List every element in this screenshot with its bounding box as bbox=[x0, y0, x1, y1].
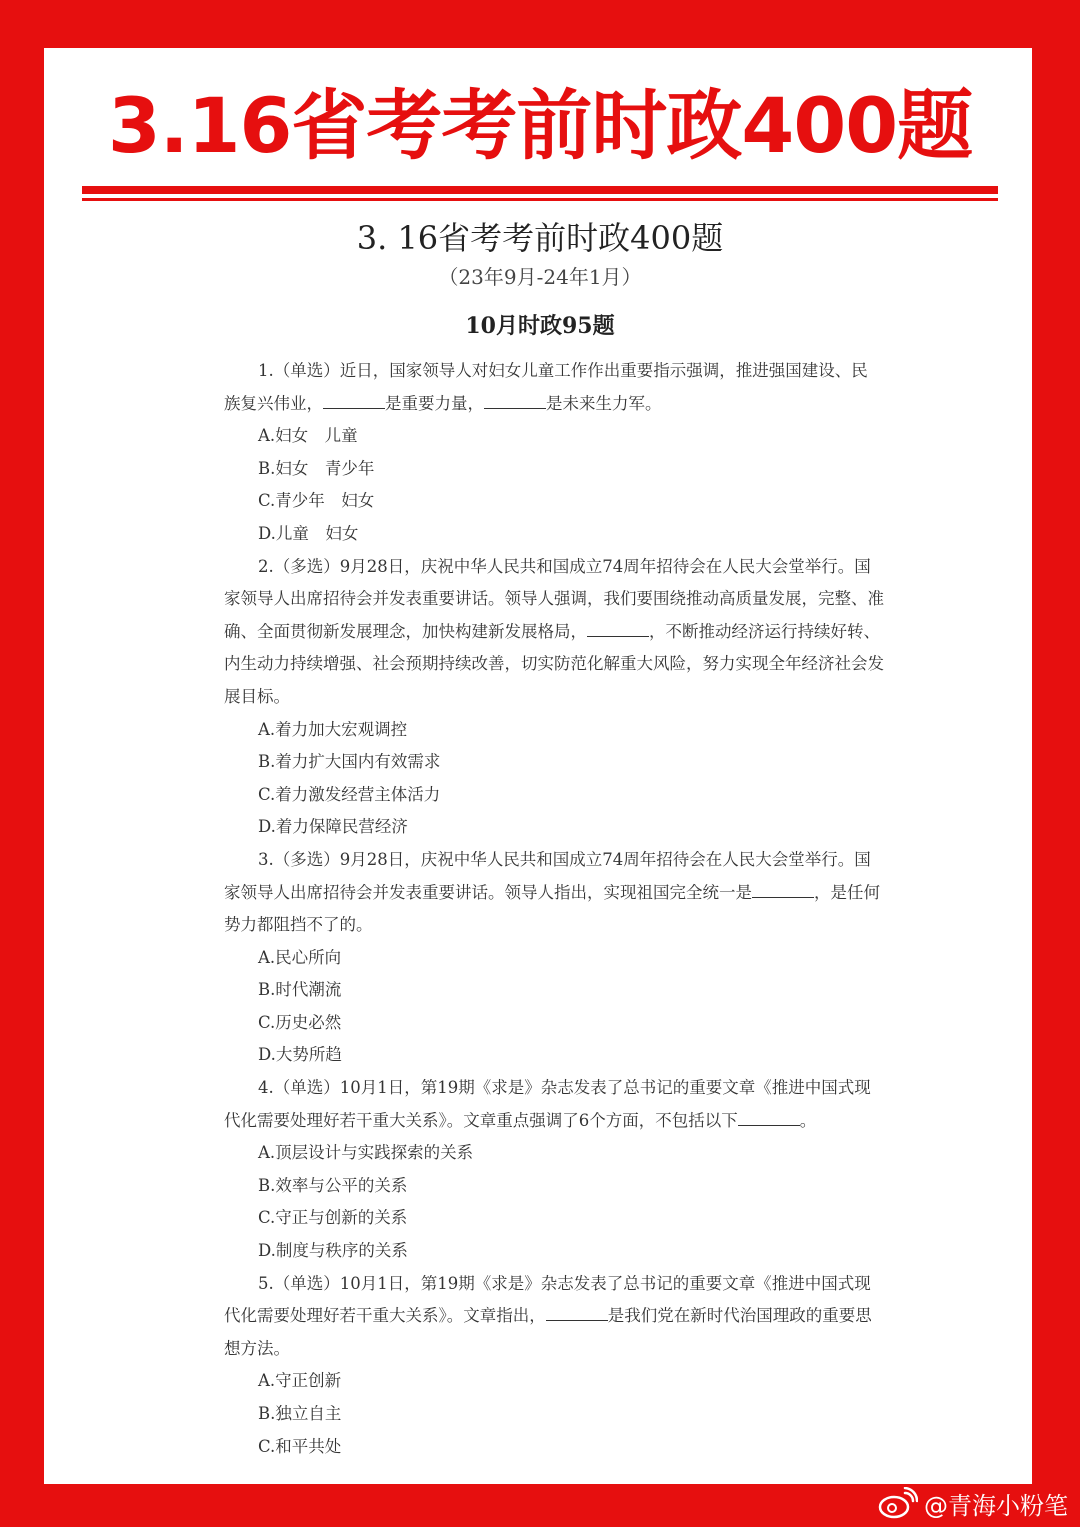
option-d: D.制度与秩序的关系 bbox=[258, 1241, 408, 1261]
document-subtitle: （23年9月-24年1月） bbox=[438, 265, 642, 289]
question-list bbox=[224, 355, 884, 1463]
question-4 bbox=[224, 1072, 884, 1268]
question-1 bbox=[224, 355, 884, 551]
option-b: B.时代潮流 bbox=[258, 980, 342, 1000]
option-a: A.顶层设计与实践探索的关系 bbox=[258, 1143, 474, 1163]
option-c: C.着力激发经营主体活力 bbox=[258, 784, 441, 804]
answer-blank bbox=[323, 390, 385, 409]
answer-blank bbox=[587, 618, 649, 637]
question-5 bbox=[224, 1268, 884, 1464]
option-a: A.守正创新 bbox=[258, 1371, 342, 1391]
question-stem: 5.（单选）10月1日，第19期《求是》杂志发表了总书记的重要文章《推进中国式现代化需要处理好若干重大关系》。文章指出， 是我们党在新时代治国理政的重要思想方法。 bbox=[224, 1273, 872, 1358]
option-b: B.着力扩大国内有效需求 bbox=[258, 752, 441, 772]
option-c: C.和平共处 bbox=[258, 1436, 342, 1456]
document-title: 3. 16省考考前时政400题 bbox=[356, 219, 724, 257]
option-a: A.着力加大宏观调控 bbox=[258, 719, 408, 739]
question-stem: 1.（单选）近日，国家领导人对妇女儿童工作作出重要指示强调，推进强国建设、民族复兴伟业， 是重要力量， 是未来生力军。 bbox=[224, 361, 868, 413]
option-d: D.着力保障民营经济 bbox=[258, 817, 408, 837]
watermark bbox=[878, 1485, 1068, 1521]
option-b: B.效率与公平的关系 bbox=[258, 1175, 408, 1195]
answer-blank bbox=[752, 879, 814, 898]
question-3 bbox=[224, 844, 884, 1072]
watermark-text: @青海小粉笔 bbox=[924, 1491, 1068, 1520]
section-heading: 10月时政95题 bbox=[465, 313, 615, 339]
banner-title: 3.16省考考前时政400题 bbox=[107, 81, 973, 170]
answer-blank bbox=[546, 1302, 608, 1321]
answer-blank bbox=[484, 390, 546, 409]
option-b: B.独立自主 bbox=[258, 1404, 342, 1423]
divider-thin bbox=[82, 198, 998, 201]
option-b: B.妇女 青少年 bbox=[258, 458, 375, 478]
question-2 bbox=[224, 551, 884, 844]
option-c: C.历史必然 bbox=[258, 1012, 342, 1032]
option-d: D.儿童 妇女 bbox=[258, 523, 359, 543]
question-stem: 2.（多选）9月28日，庆祝中华人民共和国成立74周年招待会在人民大会堂举行。国家领导人出席招待会并发表重要讲话。领导人强调，我们要围绕推动高质量发展，完整、准确、全面贯彻新发展理念，加快构建新发展格局， ，不断推动经济运行持续好转、内生动力持续增强、社会预期持续改善，切实防范化解重大风险，努力实现全年经济社会发展目标。 bbox=[224, 556, 884, 706]
option-c: C.守正与创新的关系 bbox=[258, 1208, 408, 1228]
weibo-logo-icon bbox=[878, 1487, 918, 1519]
option-a: A.妇女 儿童 bbox=[258, 426, 358, 446]
answer-blank bbox=[738, 1107, 800, 1126]
option-a: A.民心所向 bbox=[258, 947, 342, 967]
option-c: C.青少年 妇女 bbox=[258, 491, 375, 511]
question-stem: 4.（单选）10月1日，第19期《求是》杂志发表了总书记的重要文章《推进中国式现代化需要处理好若干重大关系》。文章重点强调了6个方面，不包括以下 。 bbox=[224, 1078, 871, 1130]
question-stem: 3.（多选）9月28日，庆祝中华人民共和国成立74周年招待会在人民大会堂举行。国家领导人出席招待会并发表重要讲话。领导人指出，实现祖国完全统一是 ，是任何势力都阻挡不了的。 bbox=[224, 849, 880, 935]
option-d: D.大势所趋 bbox=[258, 1045, 342, 1065]
divider-thick bbox=[82, 186, 998, 194]
